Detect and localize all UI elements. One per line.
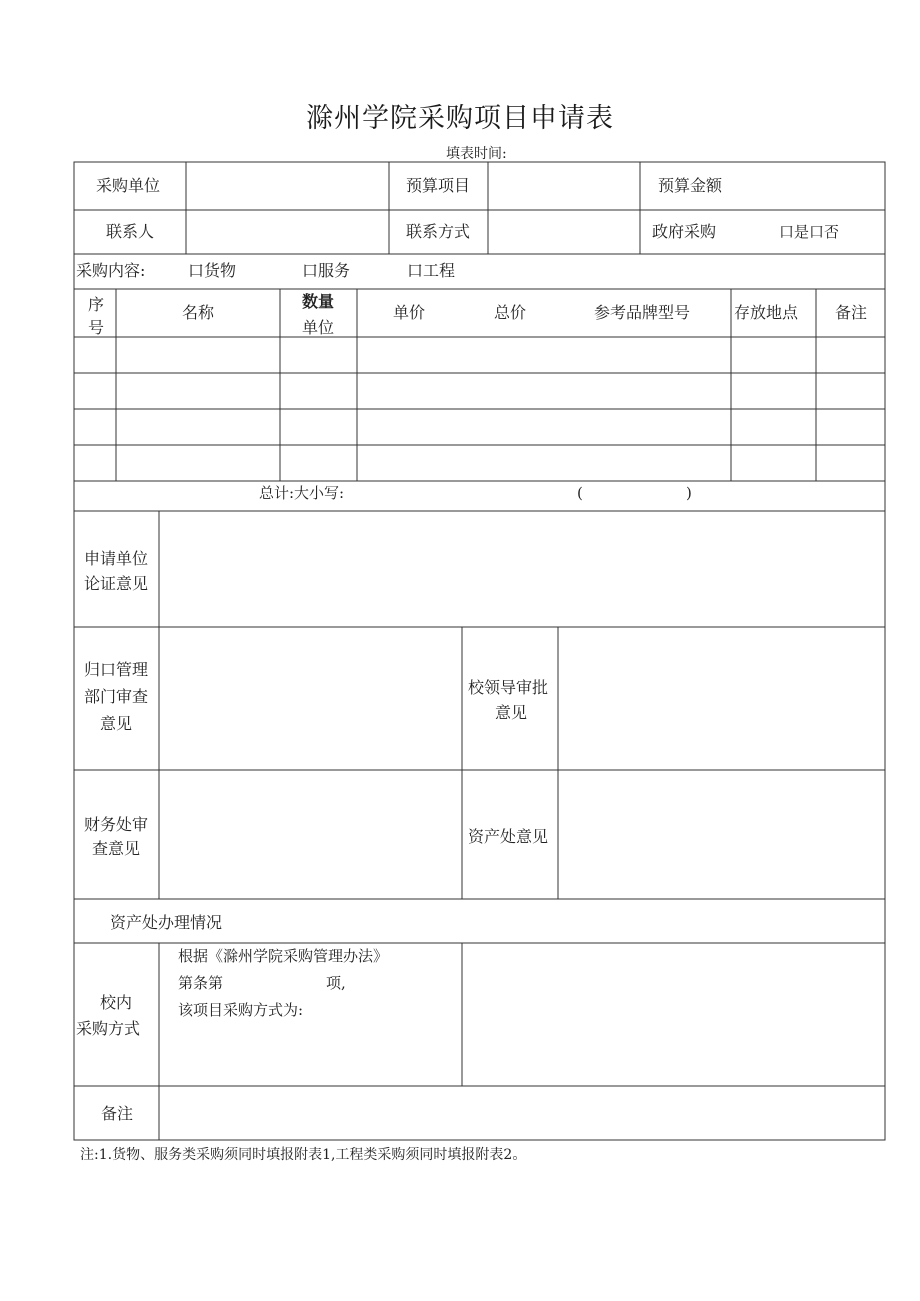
asset-opinion-label: 资产处意见: [468, 827, 549, 846]
campus-method-line-3: 该项目采购方式为:: [178, 1001, 304, 1019]
total-paren-open: (: [577, 484, 583, 502]
col-unit-price: 单价: [393, 303, 426, 322]
leader-approval-label-2: 意见: [495, 703, 528, 722]
contact-method-label: 联系方式: [406, 222, 471, 241]
col-seq-1: 序: [88, 295, 105, 314]
col-total-price: 总价: [494, 303, 527, 322]
mgmt-review-label-3: 意见: [100, 714, 133, 733]
remarks-label: 备注: [101, 1104, 134, 1123]
content-option-engineering[interactable]: 口工程: [407, 261, 456, 280]
budget-amount-label: 预算金额: [658, 176, 723, 195]
finance-review-label-1: 财务处审: [84, 815, 149, 834]
col-seq-2: 号: [88, 318, 105, 337]
col-brand-model: 参考品牌型号: [594, 303, 691, 322]
campus-method-label-1: 校内: [100, 993, 133, 1012]
content-label: 采购内容:: [76, 261, 146, 280]
col-remarks: 备注: [835, 303, 868, 322]
applicant-opinion-label-1: 申请单位: [84, 549, 149, 568]
campus-method-line-1: 根据《滁州学院采购管理办法》: [178, 947, 389, 965]
purchasing-unit-label: 采购单位: [96, 176, 161, 195]
mgmt-review-label-1: 归口管理: [84, 660, 149, 679]
budget-item-label: 预算项目: [406, 176, 471, 195]
yes-no-checkbox[interactable]: 口是口否: [779, 223, 840, 241]
gov-purchase-label: 政府采购: [652, 222, 717, 241]
content-option-goods[interactable]: 口货物: [188, 261, 237, 280]
col-name: 名称: [182, 303, 215, 322]
campus-method-label-2: 采购方式: [76, 1019, 141, 1038]
col-location: 存放地点: [734, 303, 799, 322]
col-unit: 单位: [302, 318, 335, 337]
mgmt-review-label-2: 部门审查: [84, 687, 149, 706]
form-title: 滁州学院采购项目申请表: [306, 103, 614, 134]
total-paren-close: ): [686, 484, 692, 502]
campus-method-line-2a: 第条第: [178, 974, 224, 992]
col-quantity: 数量: [302, 292, 335, 311]
footnote: 注:1.货物、服务类采购须同时填报附表1,工程类采购须同时填报附表2。: [80, 1147, 527, 1163]
content-option-service[interactable]: 口服务: [302, 261, 351, 280]
contact-person-label: 联系人: [106, 222, 155, 241]
applicant-opinion-label-2: 论证意见: [84, 574, 149, 593]
finance-review-label-2: 查意见: [92, 839, 141, 858]
asset-handling-label: 资产处办理情况: [110, 913, 223, 932]
fill-time-label: 填表时间:: [446, 146, 507, 162]
total-label: 总计:大小写:: [259, 484, 345, 502]
leader-approval-label-1: 校领导审批: [468, 678, 549, 697]
campus-method-line-2b: 项,: [326, 974, 346, 992]
